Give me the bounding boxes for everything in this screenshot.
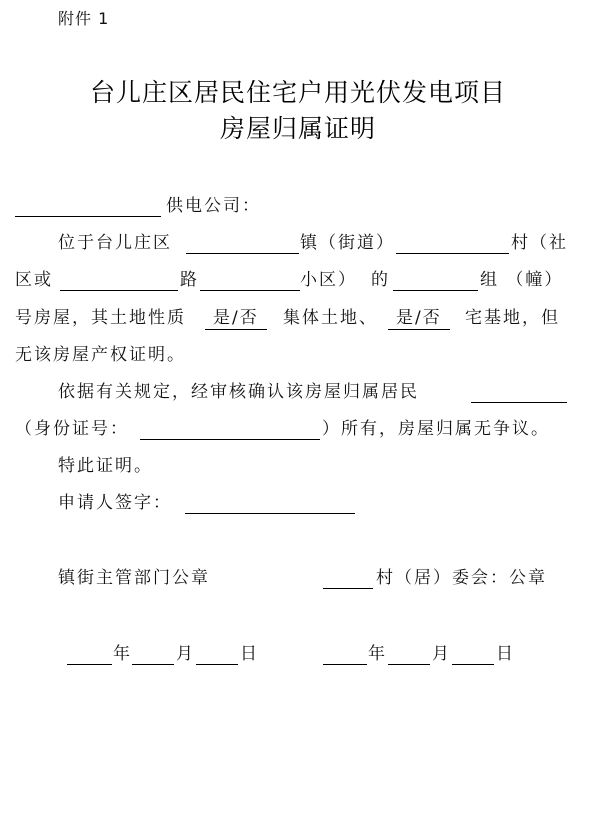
salutation-suffix: 供电公司： xyxy=(166,196,261,216)
p2-community: 小区） xyxy=(300,270,357,290)
left-year-blank xyxy=(67,664,112,665)
left-year-label: 年 xyxy=(113,644,132,664)
community-blank xyxy=(200,290,300,291)
p3-prefix: 号房屋，其土地性质 xyxy=(15,308,186,328)
p6-close: ）所有，房屋归属无争议。 xyxy=(322,419,550,439)
title-line-1: 台儿庄区居民住宅户用光伏发电项目 xyxy=(89,78,506,107)
applicant-signature-blank xyxy=(185,513,355,514)
road-blank xyxy=(60,290,178,291)
right-month-blank xyxy=(388,664,430,665)
p2-de: 的 xyxy=(371,270,390,290)
p5-text: 依据有关规定，经审核确认该房屋归属居民 xyxy=(58,382,419,402)
attachment-label: 附件 1 xyxy=(58,9,110,28)
land-choice-1: 是/否 xyxy=(205,310,267,330)
p2-road: 路 xyxy=(180,270,199,290)
p1-prefix: 位于台儿庄区 xyxy=(58,233,172,253)
power-company-blank xyxy=(15,216,161,217)
right-day-label: 日 xyxy=(496,644,515,664)
p3-collective: 集体土地、 xyxy=(283,308,378,328)
p7-text: 特此证明。 xyxy=(58,456,153,476)
group-blank xyxy=(393,290,478,291)
p4-text: 无该房屋产权证明。 xyxy=(15,345,186,365)
town-blank xyxy=(186,253,299,254)
title-line-2: 房屋归属证明 xyxy=(219,114,376,143)
village-blank xyxy=(396,253,509,254)
right-month-label: 月 xyxy=(432,644,451,664)
id-number-blank xyxy=(140,439,320,440)
p1-village: 村（社 xyxy=(511,233,568,253)
right-year-label: 年 xyxy=(368,644,387,664)
p2-group: 组 （幢） xyxy=(480,270,564,290)
left-day-label: 日 xyxy=(240,644,259,664)
village-seal-label: 村（居）委会：公章 xyxy=(376,568,547,588)
applicant-label: 申请人签字： xyxy=(58,493,172,513)
left-day-blank xyxy=(196,664,238,665)
p6-open: （身份证号： xyxy=(15,419,129,439)
land-choice-2: 是/否 xyxy=(388,310,450,330)
left-month-blank xyxy=(132,664,174,665)
right-day-blank xyxy=(452,664,494,665)
resident-name-blank xyxy=(471,402,567,403)
right-year-blank xyxy=(323,664,367,665)
left-month-label: 月 xyxy=(176,644,195,664)
village-name-blank xyxy=(323,588,373,589)
town-seal-label: 镇街主管部门公章 xyxy=(58,568,210,588)
p1-town: 镇（街道） xyxy=(300,233,395,253)
p3-homestead: 宅基地，但 xyxy=(465,308,560,328)
p2-district-or: 区或 xyxy=(15,270,53,290)
